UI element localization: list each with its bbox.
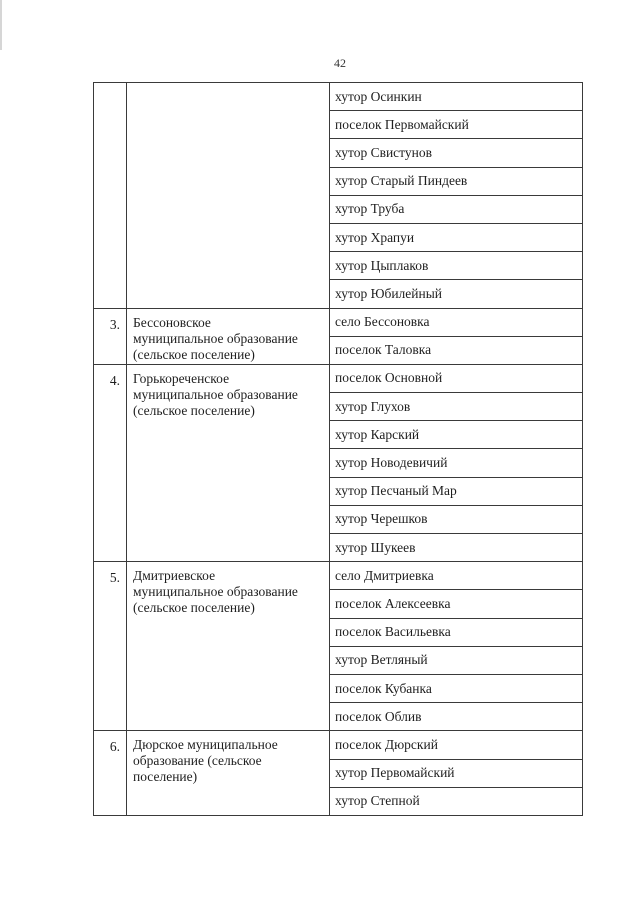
municipality-name: Горькореченское муниципальное образование (сельское поселение)	[133, 370, 298, 418]
municipality-cell	[127, 731, 330, 816]
table-body	[94, 83, 583, 816]
settlement-cell: поселок Алексеевка	[330, 590, 583, 618]
settlement-cell: поселок Основной	[330, 364, 583, 392]
settlement-cell: хутор Глухов	[330, 393, 583, 421]
table-row	[94, 308, 583, 336]
municipality-name: Дмитриевское муниципальное образование (сельское поселение)	[133, 568, 298, 616]
municipality-cell	[127, 562, 330, 731]
settlement-cell: хутор Первомайский	[330, 759, 583, 787]
settlement-cell: хутор Черешков	[330, 505, 583, 533]
settlement-cell: село Бессоновка	[330, 308, 583, 336]
settlement-cell: хутор Новодевичий	[330, 449, 583, 477]
settlement-cell: хутор Свистунов	[330, 139, 583, 167]
settlement-cell: хутор Осинкин	[330, 83, 583, 111]
settlement-cell: поселок Кубанка	[330, 674, 583, 702]
table-row	[94, 731, 583, 759]
table-row	[94, 364, 583, 392]
settlement-cell: поселок Таловка	[330, 336, 583, 364]
table-row	[94, 83, 583, 111]
settlement-cell: поселок Облив	[330, 703, 583, 731]
municipality-cell	[127, 308, 330, 364]
municipality-cell	[127, 364, 330, 561]
settlement-cell: поселок Первомайский	[330, 111, 583, 139]
row-number: 3.	[94, 308, 127, 364]
settlement-cell: хутор Ветляный	[330, 646, 583, 674]
settlement-cell: хутор Шукеев	[330, 534, 583, 562]
row-number	[94, 83, 127, 309]
settlement-cell: поселок Дюрский	[330, 731, 583, 759]
municipality-name: Дюрское муниципальное образование (сельское поселение)	[133, 737, 278, 785]
page-number: 42	[334, 56, 346, 70]
municipality-cell	[127, 83, 330, 309]
municipality-name: Бессоновское муниципальное образование (сельское поселение)	[133, 314, 298, 362]
row-number: 4.	[94, 364, 127, 561]
settlement-cell: село Дмитриевка	[330, 562, 583, 590]
row-number: 6.	[94, 731, 127, 816]
settlement-cell: поселок Васильевка	[330, 618, 583, 646]
settlement-cell: хутор Юбилейный	[330, 280, 583, 308]
scan-edge-mark	[0, 0, 2, 50]
settlements-table	[93, 82, 583, 816]
settlement-cell: хутор Цыплаков	[330, 252, 583, 280]
table-row	[94, 562, 583, 590]
settlement-cell: хутор Труба	[330, 195, 583, 223]
settlement-cell: хутор Храпуи	[330, 223, 583, 251]
settlement-cell: хутор Старый Пиндеев	[330, 167, 583, 195]
settlement-cell: хутор Карский	[330, 421, 583, 449]
settlement-cell: хутор Песчаный Мар	[330, 477, 583, 505]
row-number: 5.	[94, 562, 127, 731]
settlement-cell: хутор Степной	[330, 787, 583, 815]
